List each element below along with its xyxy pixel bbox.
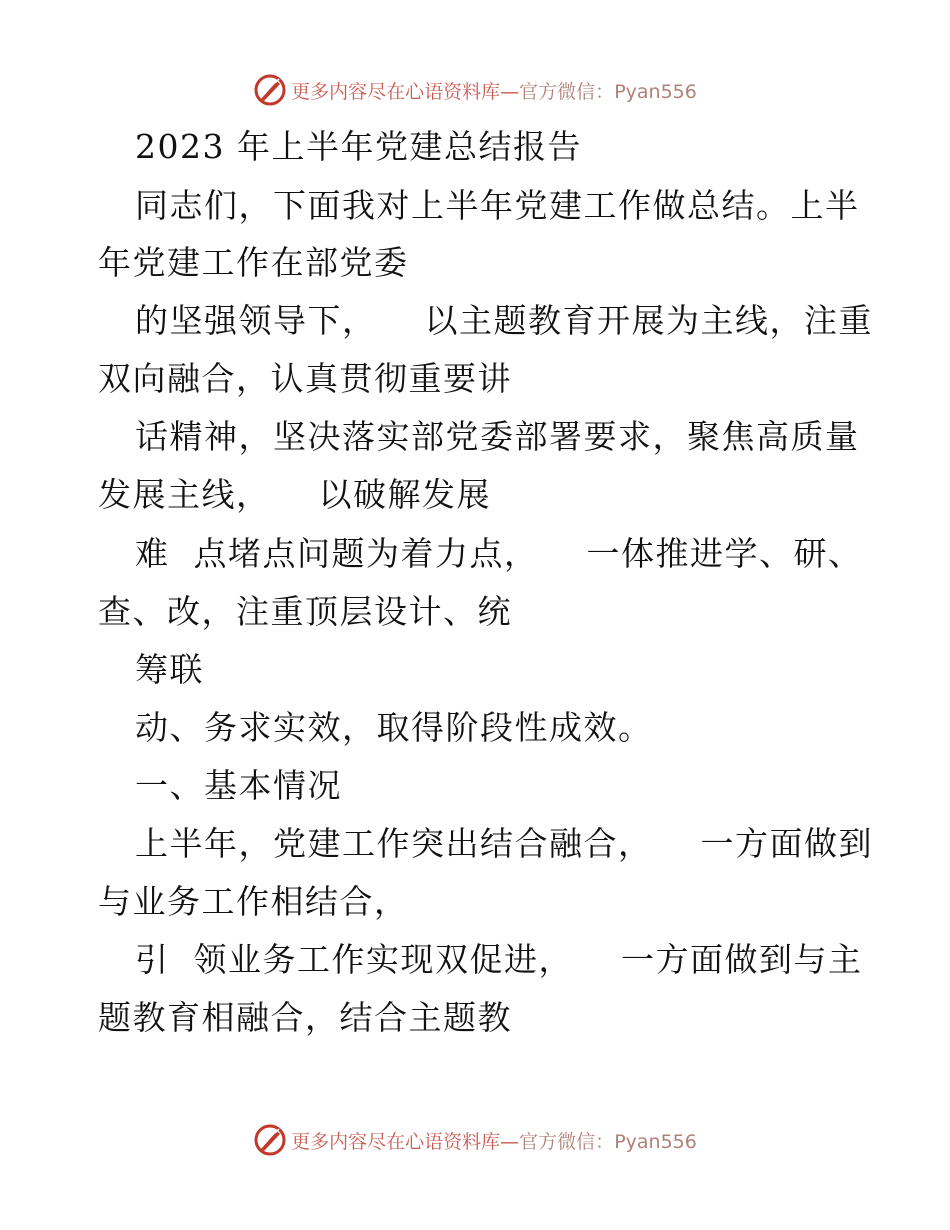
- watermark-wechat-id: Pyan556: [614, 80, 697, 103]
- text-line: 年党建工作在部党委: [98, 243, 409, 282]
- text-line: 筹联: [135, 650, 204, 689]
- text-line: 发展主线， 以破解发展: [98, 475, 491, 514]
- watermark-text: 更多内容尽在心语资料库—: [291, 80, 520, 103]
- text-line: 题教育相融合，结合主题教: [98, 998, 512, 1037]
- quill-logo-icon: [253, 1123, 287, 1157]
- text-line: 同志们，下面我对上半年党建工作做总结。上半: [135, 186, 860, 225]
- text-line: 双向融合，认真贯彻重要讲: [98, 359, 512, 398]
- footer-watermark: [0, 1120, 950, 1160]
- text-line: 难 点堵点问题为着力点， 一体推进学、研、: [135, 534, 863, 573]
- document-title: 2023 年上半年党建总结报告: [135, 127, 582, 166]
- section-heading: 一、基本情况: [135, 766, 342, 805]
- text-line: 话精神，坚决落实部党委部署要求，聚焦高质量: [135, 417, 860, 456]
- watermark-wechat-id: Pyan556: [614, 1130, 697, 1153]
- text-line: 与业务工作相结合，: [98, 882, 409, 921]
- watermark-text: 更多内容尽在心语资料库—: [291, 1130, 520, 1153]
- text-line: 查、改，注重顶层设计、统: [98, 592, 512, 631]
- text-line: 的坚强领导下， 以主题教育开展为主线，注重: [135, 301, 873, 340]
- text-line: 引 领业务工作实现双促进， 一方面做到与主: [135, 940, 863, 979]
- watermark-wechat-label: 官方微信：: [519, 1130, 615, 1153]
- text-line: 上半年，党建工作突出结合融合， 一方面做到: [135, 824, 873, 863]
- watermark-wechat-label: 官方微信：: [519, 80, 615, 103]
- text-line: 动、务求实效，取得阶段性成效。: [135, 708, 653, 747]
